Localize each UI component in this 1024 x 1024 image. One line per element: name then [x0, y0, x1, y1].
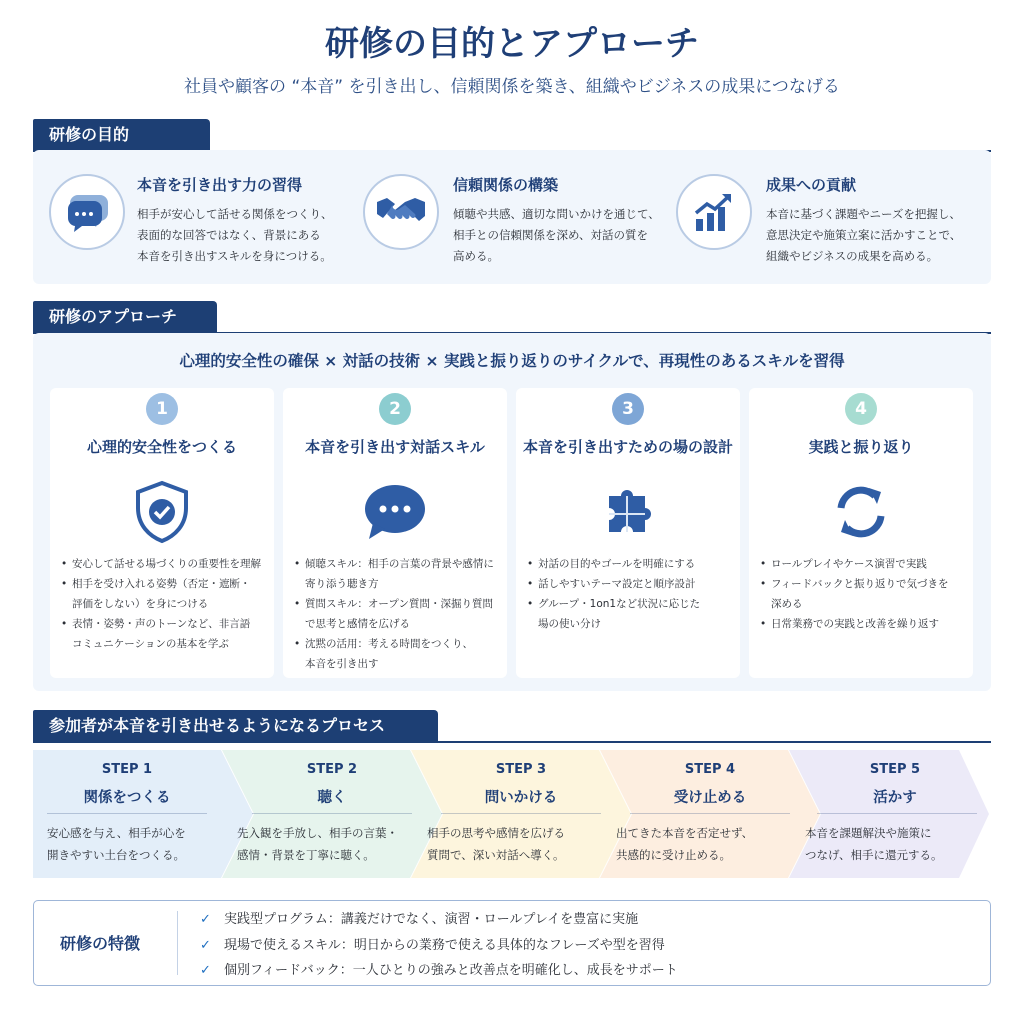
process-section-rule [33, 741, 991, 743]
purpose-item-desc: 本音に基づく課題やニーズを把握し、 意思決定や施策立案に活かすことで、 組織やビジネスの成果を高める。 [766, 207, 962, 263]
card-bullet-list [293, 554, 505, 674]
step-desc: 安心感を与え、相手が心を 開きやすい土台をつくる。 [47, 826, 186, 862]
step-desc: 出てきた本音を否定せず、 共感的に受け止める。 [616, 826, 754, 862]
list-item: • 対話の目的やゴールを明確にする [526, 554, 738, 574]
cycle-arrows-icon [821, 478, 901, 546]
step-divider [630, 813, 790, 814]
approach-card-3 [516, 388, 740, 678]
purpose-section-label: 研修の目的 [33, 119, 210, 151]
step-divider [441, 813, 601, 814]
step-number: STEP 2 [306, 762, 358, 777]
puzzle-icon [588, 478, 668, 546]
card-number-badge: 1 [146, 393, 178, 425]
card-number-badge: 4 [845, 393, 877, 425]
check-icon: ✓ [200, 963, 211, 978]
card-bullet-list [759, 554, 971, 634]
speech-bubble-icon [49, 174, 125, 250]
shield-check-icon [122, 478, 202, 546]
check-icon: ✓ [200, 937, 211, 953]
step-title: 受け止める [673, 790, 747, 806]
handshake-icon [363, 174, 439, 250]
page-title: 研修の目的とアプローチ [325, 24, 699, 64]
list-item: ✓ 現場で使えるスキル：明日からの業務で使える具体的なフレーズや型を習得 [200, 933, 678, 959]
card-bullet-list [526, 554, 738, 634]
features-label: 研修の特徴 [60, 934, 141, 953]
process-step-5 [789, 750, 991, 878]
step-number: STEP 1 [101, 762, 153, 777]
step-number: STEP 3 [495, 762, 547, 777]
step-number: STEP 4 [684, 762, 736, 777]
step-title: 問いかける [484, 790, 558, 806]
card-title: 実践と振り返り [808, 438, 914, 456]
purpose-item-1 [47, 150, 347, 284]
check-icon: ✓ [200, 912, 211, 927]
approach-card-4 [749, 388, 973, 678]
step-divider [817, 813, 977, 814]
approach-panel [33, 333, 991, 691]
approach-section-label: 研修のアプローチ [33, 301, 217, 333]
purpose-item-desc: 相手が安心して話せる関係をつくり、 表面的な回答ではなく、背景にある 本音を引き出すスキルを身につける。 [137, 207, 333, 263]
step-desc: 本音を課題解決や施策に つなげ、相手に還元する。 [805, 826, 943, 862]
purpose-item-3 [676, 150, 986, 284]
list-item: • 相手を受け入れる姿勢（否定・遮断・ 評価をしない）を身につける [60, 574, 272, 614]
list-item: • 話しやすいテーマ設定と順序設計 [526, 574, 738, 594]
card-title: 本音を引き出す対話スキル [305, 438, 485, 456]
purpose-item-title: 本音を引き出す力の習得 [137, 176, 303, 194]
list-item: • ロールプレイやケース演習で実践 [759, 554, 971, 574]
card-number-badge: 3 [612, 393, 644, 425]
card-title: 心理的安全性をつくる [86, 438, 237, 456]
list-item: • フィードバックと振り返りで気づきを 深める [759, 574, 971, 614]
list-item: ✓ 個別フィードバック：一人ひとりの強みと改善点を明確化し、成長をサポート [200, 958, 678, 984]
list-item: • 日常業務での実践と改善を繰り返す [759, 614, 971, 634]
list-item: • 表情・姿勢・声のトーンなど、非言語 コミュニケーションの基本を学ぶ [60, 614, 272, 654]
process-section-label: 参加者が本音を引き出せるようになるプロセス [33, 710, 438, 742]
list-item: • 沈黙の活用：考える時間をつくり、 本音を引き出す [293, 634, 505, 674]
list-item: • 質問スキル：オープン質問・深掘り質問 で思考と感情を広げる [293, 594, 505, 634]
step-desc: 相手の思考や感情を広げる 質問で、深い対話へ導く。 [427, 826, 565, 862]
page-subtitle: 社員や顧客の “本音” を引き出し、信頼関係を築き、組織やビジネスの成果につなげる [184, 77, 840, 97]
list-item: • 安心して話せる場づくりの重要性を理解 [60, 554, 272, 574]
list-item: • グループ・1on1など状況に応じた 場の使い分け [526, 594, 738, 634]
purpose-panel [33, 150, 991, 284]
features-list [200, 907, 678, 984]
approach-card-2 [283, 388, 507, 678]
approach-headline: 心理的安全性の確保 × 対話の技術 × 実践と振り返りのサイクルで、再現性のあるスキルを習得 [179, 352, 845, 370]
purpose-item-title: 信頼関係の構築 [453, 176, 559, 194]
list-item: • 傾聴スキル：相手の言葉の背景や感情に 寄り添う聴き方 [293, 554, 505, 594]
step-divider [252, 813, 412, 814]
step-number: STEP 5 [869, 762, 921, 777]
features-panel [33, 900, 991, 986]
chat-bubble-icon [355, 478, 435, 546]
step-divider [47, 813, 207, 814]
features-divider [177, 911, 178, 975]
card-title: 本音を引き出すための場の設計 [522, 438, 733, 456]
step-title: 関係をつくる [83, 790, 171, 806]
purpose-item-2 [363, 150, 663, 284]
purpose-item-title: 成果への貢献 [766, 176, 857, 194]
step-title: 活かす [873, 790, 917, 806]
step-title: 聴く [317, 790, 347, 806]
growth-chart-icon [676, 174, 752, 250]
purpose-item-desc: 傾聴や共感、適切な問いかけを通じて、 相手との信頼関係を深め、対話の質を 高める。 [453, 207, 660, 263]
card-number-badge: 2 [379, 393, 411, 425]
step-desc: 先入観を手放し、相手の言葉・ 感情・背景を丁寧に聴く。 [237, 826, 398, 862]
approach-card-1 [50, 388, 274, 678]
list-item: ✓ 実践型プログラム：講義だけでなく、演習・ロールプレイを豊富に実施 [200, 907, 678, 933]
card-bullet-list [60, 554, 272, 654]
